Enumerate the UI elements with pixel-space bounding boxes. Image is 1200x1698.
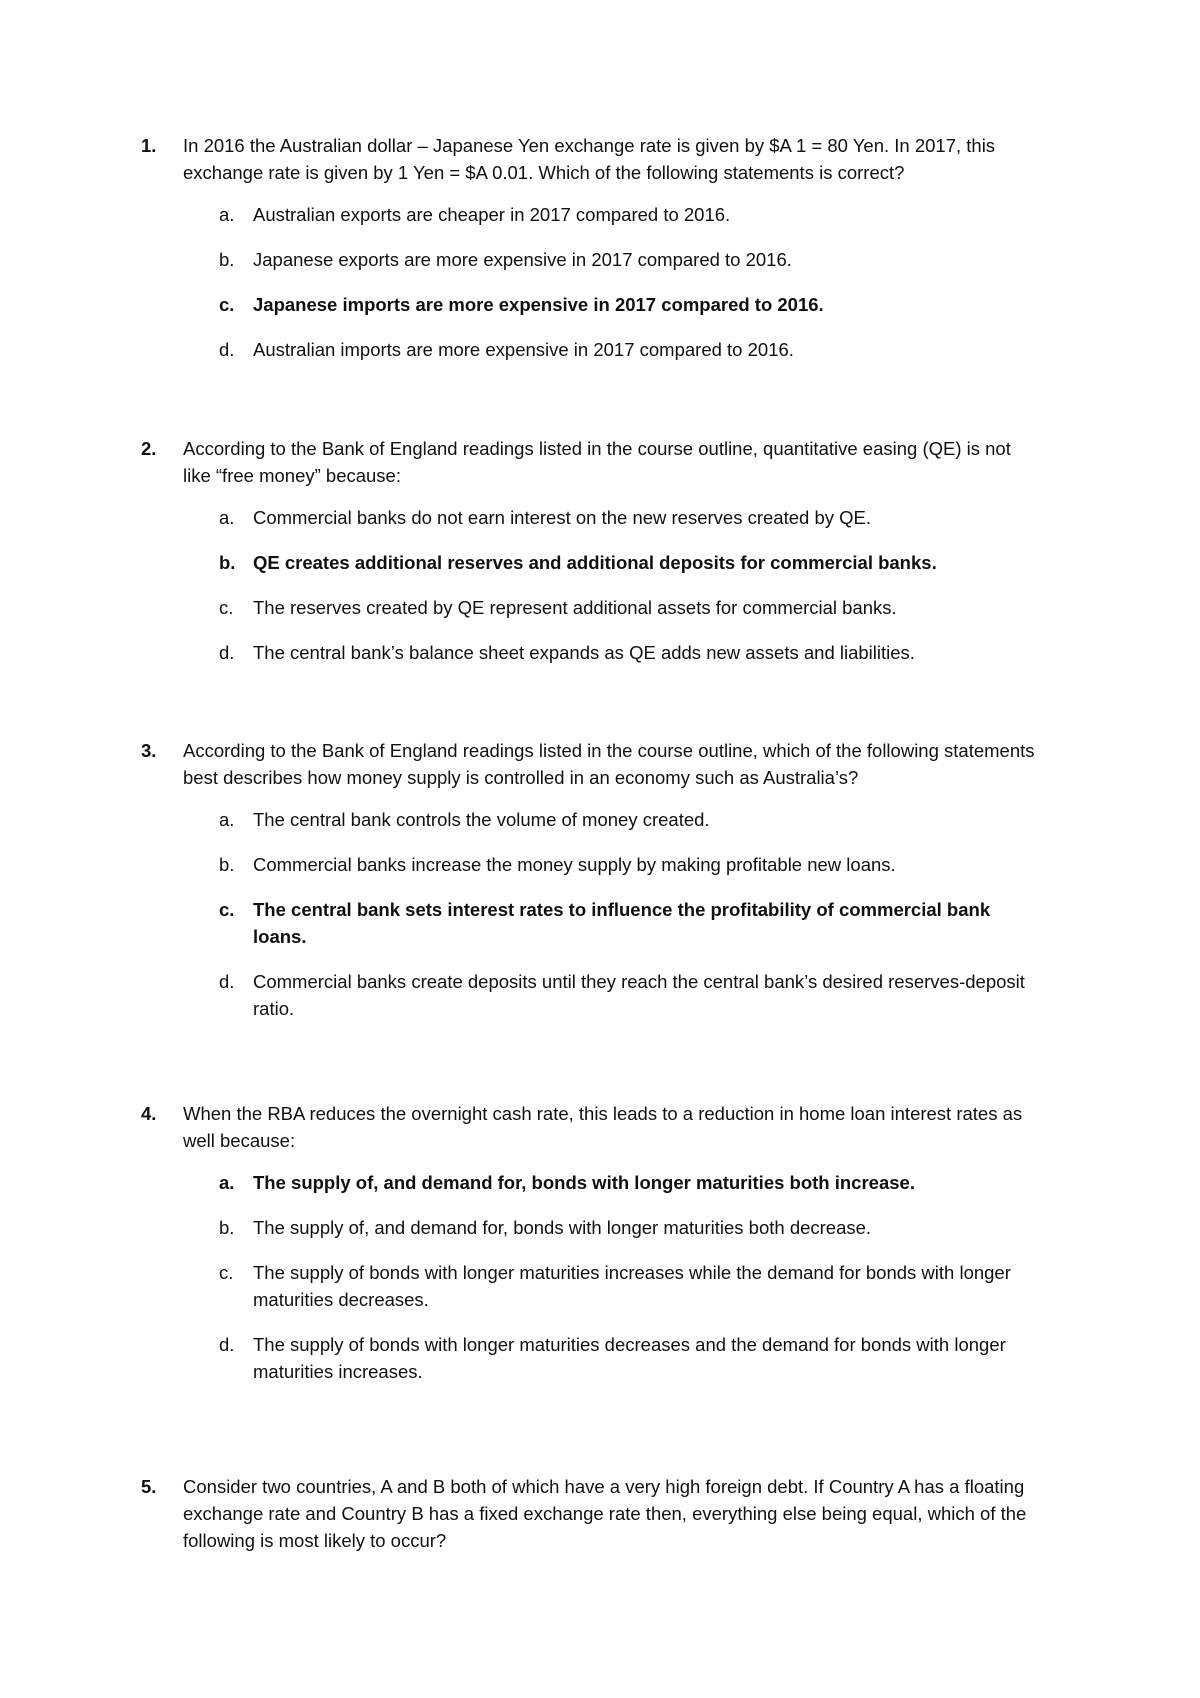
option-text: The supply of, and demand for, bonds with longer maturities both increase. bbox=[253, 1172, 915, 1193]
option-text: Australian exports are cheaper in 2017 compared to 2016. bbox=[253, 204, 731, 225]
option-c bbox=[219, 1259, 1041, 1313]
option-letter: d. bbox=[219, 339, 235, 360]
option-text: Commercial banks increase the money supply by making profitable new loans. bbox=[253, 854, 896, 875]
option-text: The reserves created by QE represent additional assets for commercial banks. bbox=[253, 597, 897, 618]
option-list bbox=[219, 201, 1041, 363]
question-4 bbox=[141, 1100, 1041, 1403]
option-letter: a. bbox=[219, 507, 235, 528]
option-list bbox=[219, 806, 1041, 1022]
option-text: The supply of, and demand for, bonds with longer maturities both decrease. bbox=[253, 1217, 872, 1238]
question-1 bbox=[141, 132, 1041, 381]
option-b bbox=[219, 1214, 1041, 1241]
option-letter: a. bbox=[219, 204, 235, 225]
option-letter: b. bbox=[219, 1217, 235, 1238]
option-d bbox=[219, 639, 1041, 666]
option-c bbox=[219, 594, 1041, 621]
option-d bbox=[219, 336, 1041, 363]
option-c-correct bbox=[219, 291, 1041, 318]
question-text: According to the Bank of England readings listed in the course outline, quantitative easing (QE) is not like “free money” because: bbox=[183, 438, 1011, 486]
option-a-correct bbox=[219, 1169, 1041, 1196]
option-list bbox=[219, 504, 1041, 666]
question-number: 5. bbox=[141, 1476, 157, 1497]
option-text: The central bank’s balance sheet expands as QE adds new assets and liabilities. bbox=[253, 642, 915, 663]
option-d bbox=[219, 968, 1041, 1022]
option-text: Japanese exports are more expensive in 2017 compared to 2016. bbox=[253, 249, 792, 270]
question-text: According to the Bank of England readings listed in the course outline, which of the following statements best describes how money supply is controlled in an economy such as Australia’s? bbox=[183, 740, 1035, 788]
option-letter: b. bbox=[219, 552, 236, 573]
question-number: 2. bbox=[141, 438, 157, 459]
option-text: Japanese imports are more expensive in 2017 compared to 2016. bbox=[253, 294, 824, 315]
option-letter: c. bbox=[219, 597, 234, 618]
option-c-correct bbox=[219, 896, 1041, 950]
question-5 bbox=[141, 1473, 1041, 1554]
option-letter: d. bbox=[219, 971, 235, 992]
option-letter: a. bbox=[219, 809, 235, 830]
question-1-stem bbox=[141, 132, 1041, 186]
question-number: 3. bbox=[141, 740, 157, 761]
option-text: Commercial banks create deposits until they reach the central bank’s desired reserves-deposit ratio. bbox=[253, 971, 1025, 1019]
option-a bbox=[219, 504, 1041, 531]
option-text: The central bank controls the volume of money created. bbox=[253, 809, 710, 830]
option-text: QE creates additional reserves and additional deposits for commercial banks. bbox=[253, 552, 937, 573]
question-5-stem bbox=[141, 1473, 1041, 1554]
question-number: 1. bbox=[141, 135, 157, 156]
option-text: The supply of bonds with longer maturities increases while the demand for bonds with longer maturities decreases. bbox=[253, 1262, 1011, 1310]
question-2-stem bbox=[141, 435, 1041, 489]
question-text: When the RBA reduces the overnight cash rate, this leads to a reduction in home loan interest rates as well because: bbox=[183, 1103, 1023, 1151]
question-text: In 2016 the Australian dollar – Japanese Yen exchange rate is given by $A 1 = 80 Yen. In 2017, this exchange rate is given by 1 Yen = $A 0.01. Which of the following statements is correct? bbox=[183, 135, 996, 183]
option-b bbox=[219, 246, 1041, 273]
option-letter: b. bbox=[219, 854, 235, 875]
question-number: 4. bbox=[141, 1103, 157, 1124]
option-text: The central bank sets interest rates to influence the profitability of commercial bank loans. bbox=[253, 899, 991, 947]
option-letter: d. bbox=[219, 642, 235, 663]
option-letter: c. bbox=[219, 294, 235, 315]
option-letter: c. bbox=[219, 899, 235, 920]
option-letter: a. bbox=[219, 1172, 235, 1193]
option-b bbox=[219, 851, 1041, 878]
option-list bbox=[219, 1169, 1041, 1385]
option-a bbox=[219, 806, 1041, 833]
option-letter: d. bbox=[219, 1334, 235, 1355]
option-text: The supply of bonds with longer maturities decreases and the demand for bonds with longer maturities increases. bbox=[253, 1334, 1006, 1382]
option-d bbox=[219, 1331, 1041, 1385]
question-3-stem bbox=[141, 737, 1041, 791]
option-text: Commercial banks do not earn interest on the new reserves created by QE. bbox=[253, 507, 871, 528]
option-letter: c. bbox=[219, 1262, 234, 1283]
question-4-stem bbox=[141, 1100, 1041, 1154]
question-3 bbox=[141, 737, 1041, 1040]
question-text: Consider two countries, A and B both of which have a very high foreign debt. If Country A has a floating exchange rate and Country B has a fixed exchange rate then, everything else being equal, which of the following is most likely to occur? bbox=[183, 1476, 1027, 1551]
option-letter: b. bbox=[219, 249, 235, 270]
option-b-correct bbox=[219, 549, 1041, 576]
question-2 bbox=[141, 435, 1041, 684]
option-text: Australian imports are more expensive in 2017 compared to 2016. bbox=[253, 339, 794, 360]
option-a bbox=[219, 201, 1041, 228]
